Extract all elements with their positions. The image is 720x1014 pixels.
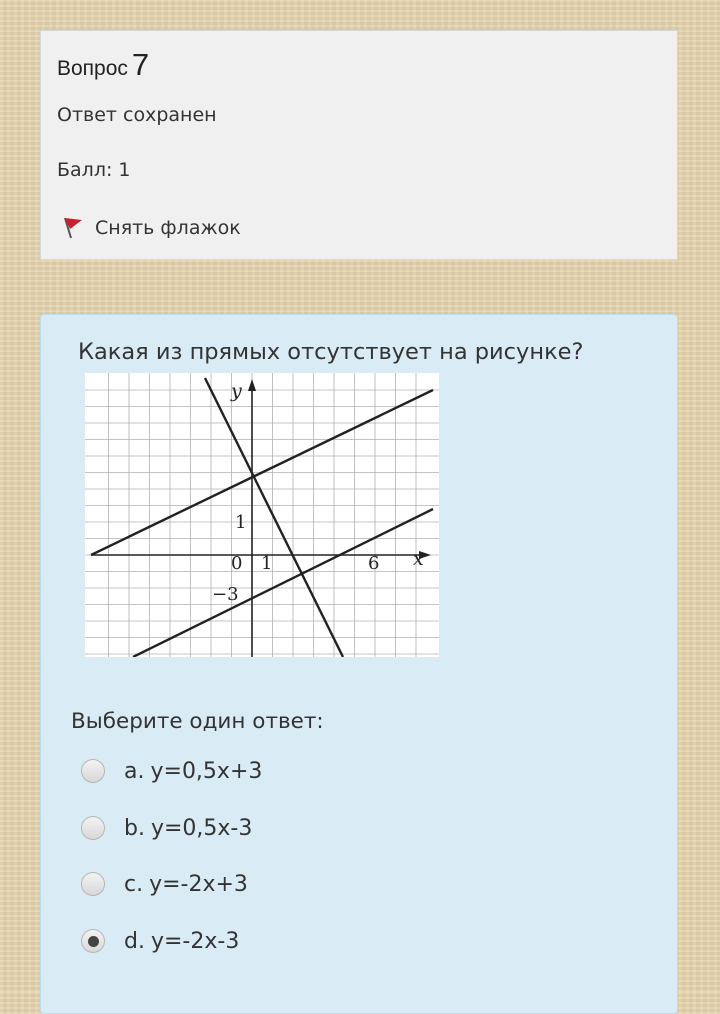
answer-prompt: Выберите один ответ: <box>71 709 324 734</box>
tick-label-x-1: 1 <box>261 553 273 574</box>
option-d[interactable] <box>81 925 239 957</box>
tick-label-x-6: 6 <box>368 553 380 574</box>
origin-label: 0 <box>231 553 243 574</box>
line-y-2x+3 <box>205 378 343 657</box>
option-b-text: y=0,5x-3 <box>150 815 253 841</box>
question-number <box>57 47 149 83</box>
question-label: Вопрос <box>57 57 128 80</box>
option-b-radio[interactable] <box>81 816 105 840</box>
flag-icon <box>59 214 85 242</box>
line-y-0.5x-3 <box>133 509 433 657</box>
option-d-text: y=-2x-3 <box>150 928 240 954</box>
tick-label-y-1: 1 <box>235 512 247 533</box>
axis-y-label: y <box>231 380 242 402</box>
option-d-radio[interactable] <box>81 929 105 953</box>
option-c-letter: c. <box>124 871 144 897</box>
y-axis-arrow <box>248 379 256 391</box>
option-c-text: y=-2x+3 <box>149 871 248 897</box>
answer-state: Ответ сохранен <box>57 104 217 126</box>
option-b[interactable] <box>81 812 252 844</box>
axis-x-label: x <box>413 548 424 570</box>
option-d-letter: d. <box>124 928 145 954</box>
question-number-value: 7 <box>131 47 150 82</box>
question-figure <box>85 373 439 657</box>
question-info-panel <box>40 30 678 260</box>
question-content <box>40 314 678 1014</box>
tick-label-y-minus-3: −3 <box>212 584 239 605</box>
option-b-letter: b. <box>124 815 145 841</box>
option-a-text: y=0,5x+3 <box>150 758 263 784</box>
option-c-radio[interactable] <box>81 872 105 896</box>
question-grade: Балл: 1 <box>57 159 131 181</box>
question-text: Какая из прямых отсутствует на рисунке? <box>78 339 584 365</box>
option-a-radio[interactable] <box>81 759 105 783</box>
graph-svg <box>85 373 439 657</box>
remove-flag-button[interactable] <box>59 214 241 242</box>
option-a[interactable] <box>81 755 262 787</box>
remove-flag-label: Снять флажок <box>95 217 241 239</box>
option-c[interactable] <box>81 868 248 900</box>
option-a-letter: a. <box>124 758 145 784</box>
grid <box>85 373 439 657</box>
